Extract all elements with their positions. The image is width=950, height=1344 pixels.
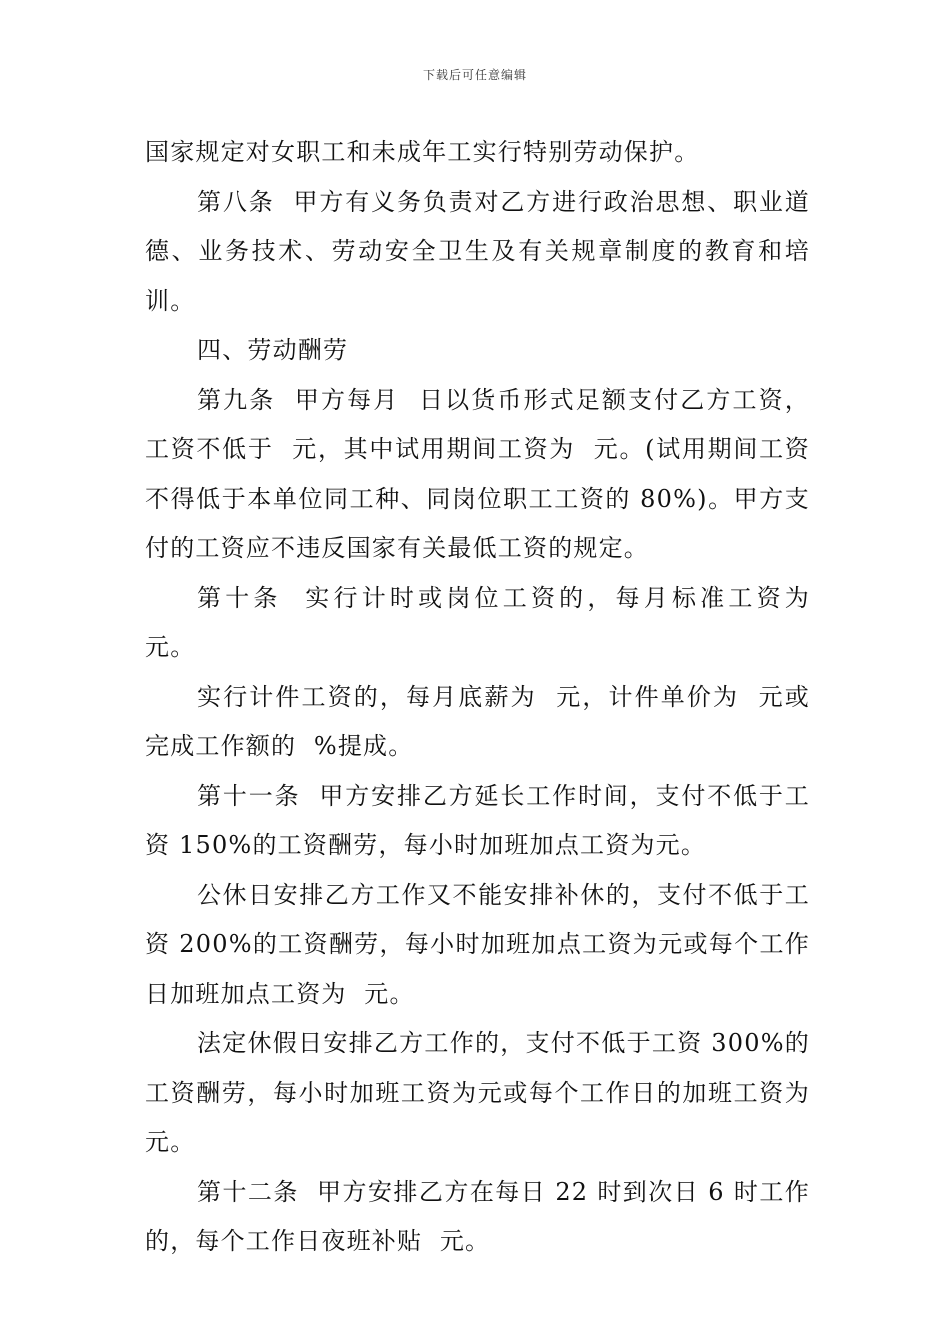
paragraph-article-9: 第九条 甲方每月 日以货币形式足额支付乙方工资，工资不低于 元，其中试用期间工资为 元。(试用期间工资不得低于本单位同工种、同岗位职工工资的 80%)。甲方支付的工资应不违反国家有关最低工资的规定。 <box>145 385 810 562</box>
paragraph-article-10: 第十条 实行计时或岗位工资的，每月标准工资为 元。 <box>145 583 828 661</box>
document-body <box>145 128 828 1267</box>
paragraph-piece-rate: 实行计件工资的，每月底薪为 元，计件单价为 元或完成工作额的 %提成。 <box>145 682 810 760</box>
paragraph-special-protection: 国家规定对女职工和未成年工实行特别劳动保护。 <box>145 138 700 166</box>
page-header-note: 下载后可任意编辑 <box>422 68 527 82</box>
paragraph-article-11: 第十一条 甲方安排乙方延长工作时间，支付不低于工资 150%的工资酬劳，每小时加班加点工资为元。 <box>145 781 810 859</box>
paragraph-holiday-overtime: 法定休假日安排乙方工作的，支付不低于工资 300%的工资酬劳，每小时加班工资为元或每个工作日的加班工资为 元。 <box>145 1029 828 1156</box>
paragraph-rest-day-overtime: 公休日安排乙方工作又不能安排补休的，支付不低于工资 200%的工资酬劳，每小时加班加点工资为元或每个工作日加班加点工资为 元。 <box>145 880 810 1008</box>
section-heading-remuneration: 四、劳动酬劳 <box>197 336 349 364</box>
paragraph-article-8: 第八条 甲方有义务负责对乙方进行政治思想、职业道德、业务技术、劳动安全卫生及有关规章制度的教育和培训。 <box>145 187 810 315</box>
paragraph-article-12: 第十二条 甲方安排乙方在每日 22 时到次日 6 时工作的，每个工作日夜班补贴 元。 <box>145 1177 810 1255</box>
